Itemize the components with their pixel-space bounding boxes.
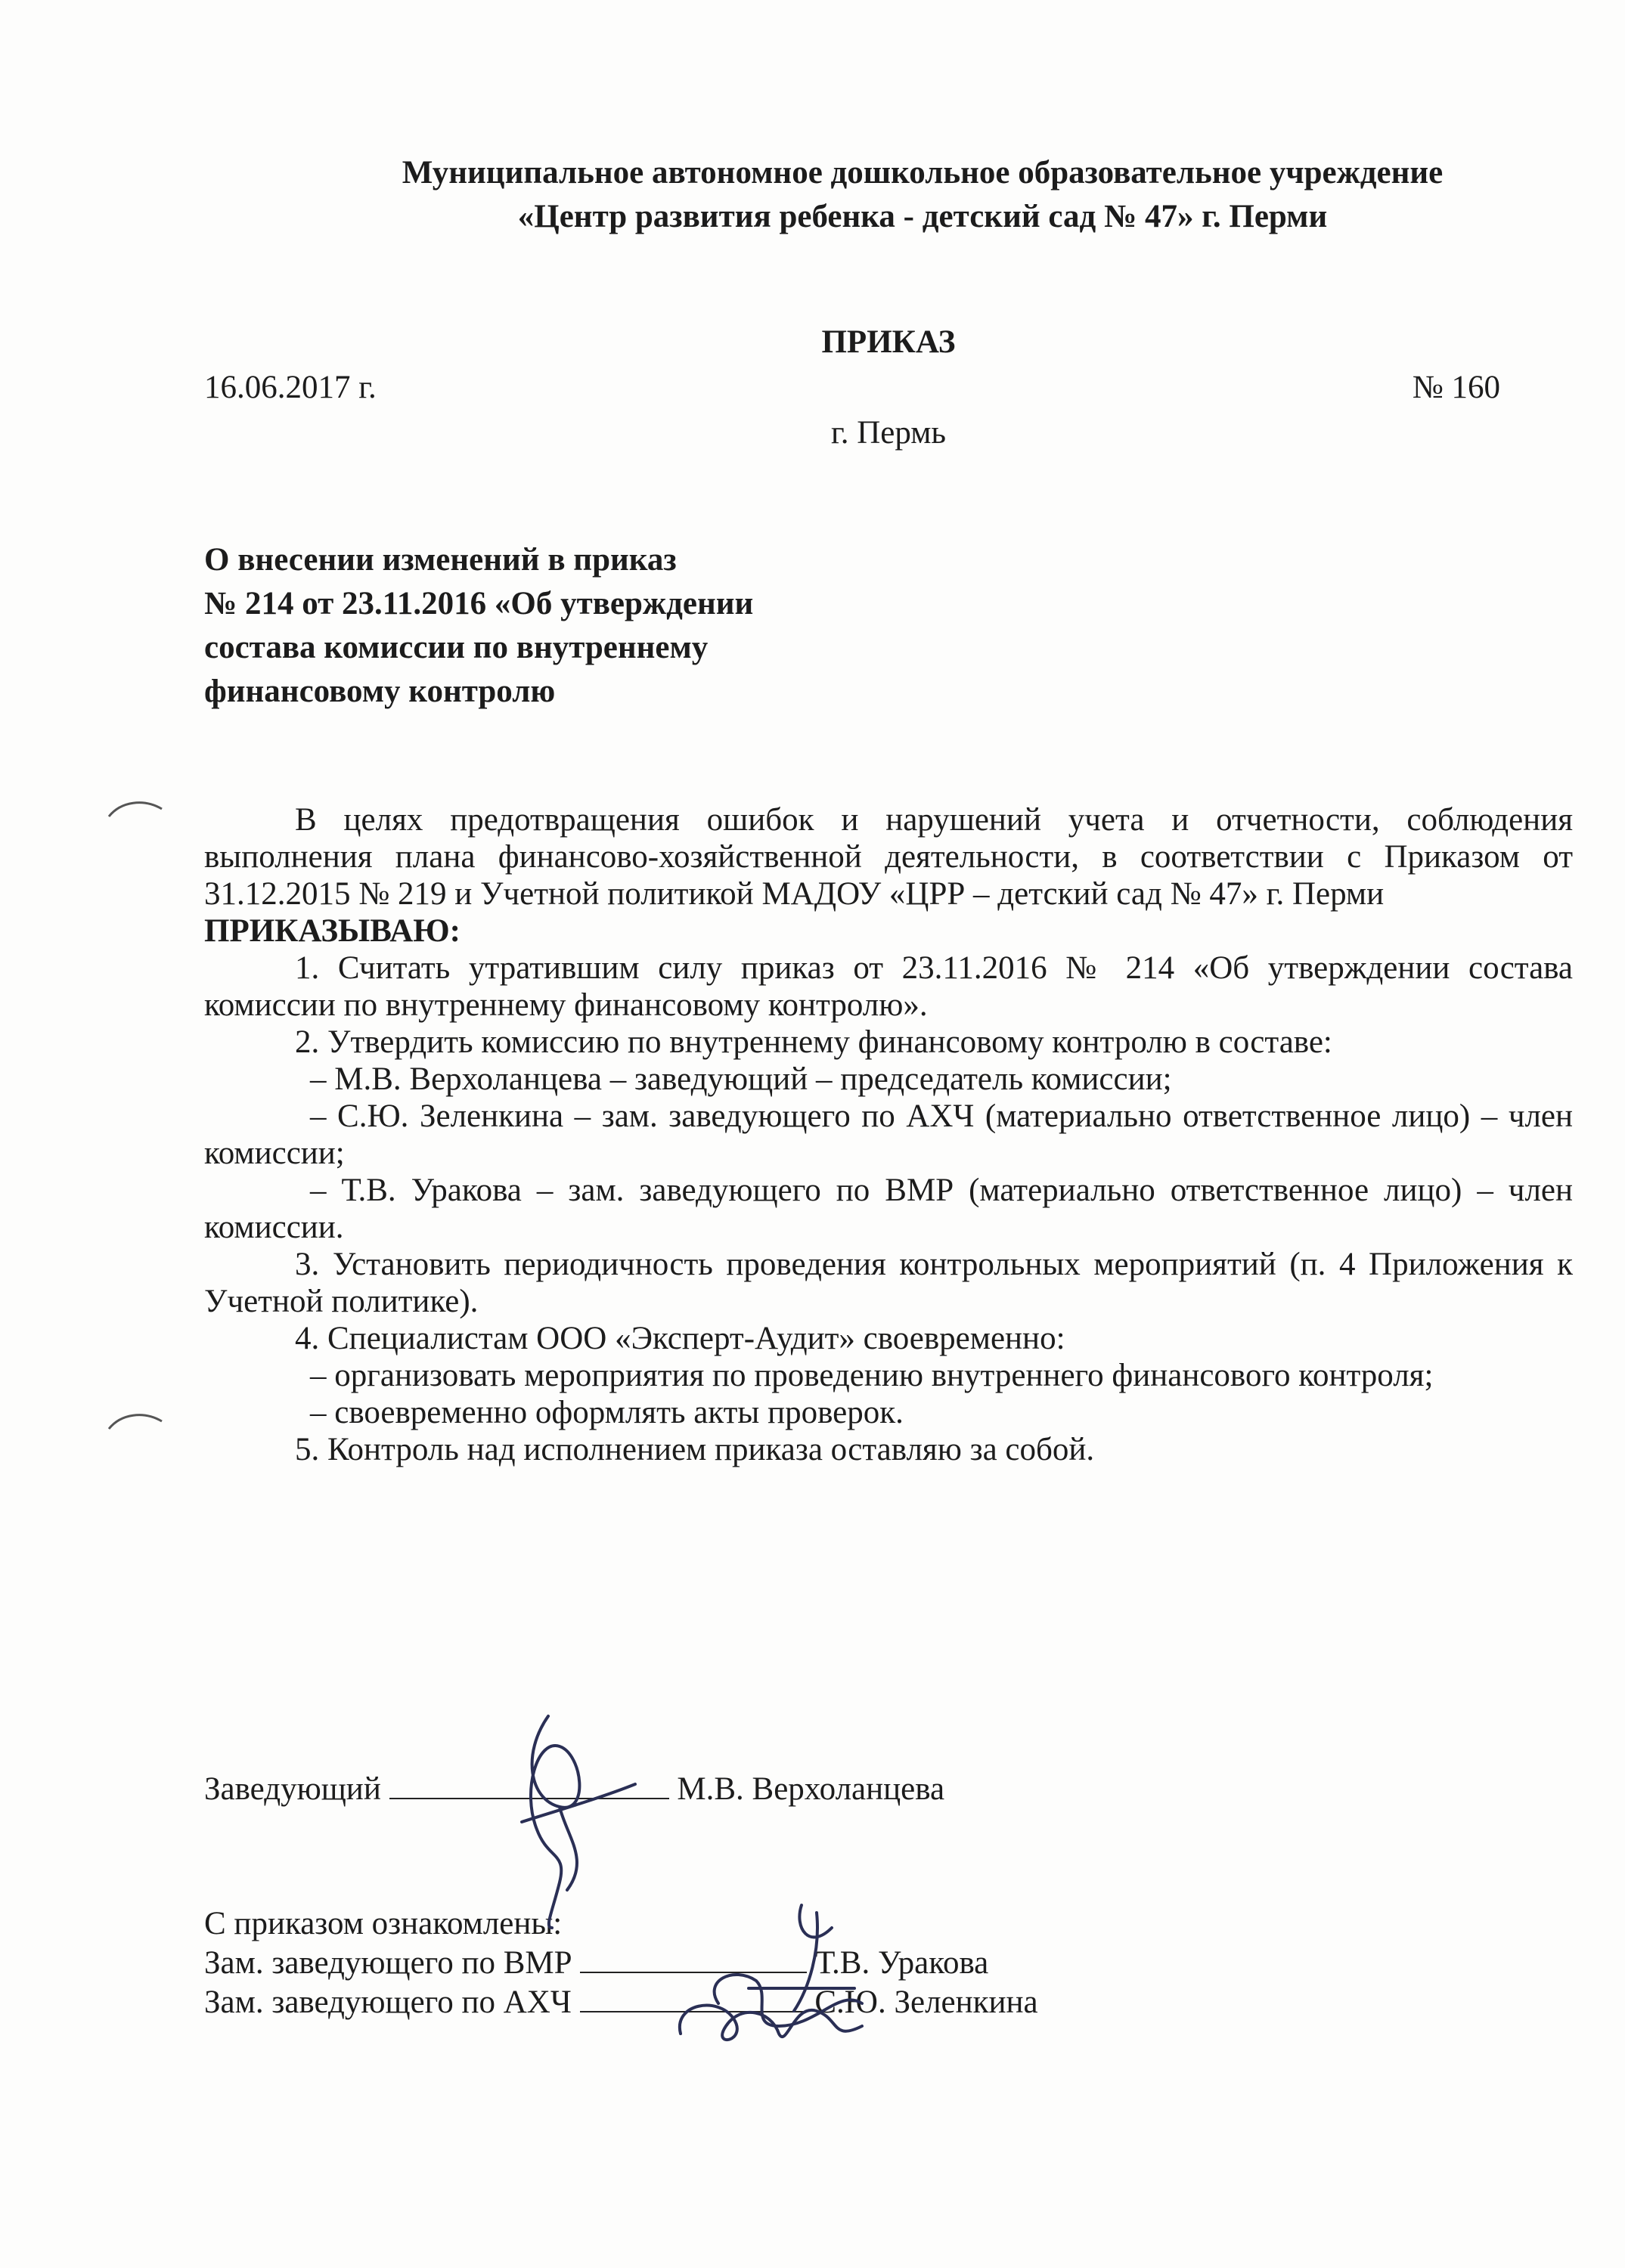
org-name-line2: «Центр развития ребенка - детский сад № 47» г. Перми	[517, 199, 1328, 234]
document-number: № 160	[1412, 370, 1500, 405]
item-1: 1. Считать утратившим силу приказ от 23.11.2016 № 214 «Об утверждении состава комиссии по внутреннему финансовому контролю».	[204, 950, 1573, 1023]
item-2-member-a: – М.В. Верхоланцева – заведующий – председатель комиссии;	[310, 1061, 1172, 1097]
item-3: 3. Установить периодичность проведения контрольных мероприятий (п. 4 Приложения к Учетной политике).	[204, 1247, 1573, 1319]
signer-position: Заведующий	[204, 1771, 381, 1807]
item-2-member-c: – Т.В. Уракова – зам. заведующего по ВМР (материально ответственное лицо) – член комиссии.	[204, 1173, 1573, 1245]
org-name-line1: Муниципальное автономное дошкольное образовательное учреждение	[402, 155, 1444, 191]
acknowledgement-row-2	[204, 1982, 1038, 2022]
order-word: ПРИКАЗЫВАЮ:	[204, 913, 461, 949]
acknowledgement-row-1	[204, 1943, 1038, 1982]
document-type: ПРИКАЗ	[821, 324, 956, 360]
subject-line3: состава комиссии по внутреннему	[204, 630, 709, 665]
organization-header	[204, 151, 1625, 239]
document-date: 16.06.2017 г.	[204, 370, 377, 405]
scan-mark-arc-lower	[106, 1406, 166, 1436]
subject-line1: О внесении изменений в приказ	[204, 542, 677, 578]
item-4-task-b: – своевременно оформлять акты проверок.	[310, 1395, 904, 1430]
document-city: г. Пермь	[830, 415, 947, 451]
signer-name: М.В. Верхоланцева	[677, 1771, 945, 1807]
order-body	[204, 801, 1573, 1468]
acknowledgement-title: С приказом ознакомлены:	[204, 1906, 563, 1941]
preamble: В целях предотвращения ошибок и нарушений учета и отчетности, соблюдения выполнения плана финансово-хозяйственной деятельности, в соответствии с Приказом от 31.12.2015 № 219 и Учетной политикой МАДОУ «ЦРР – детский сад № 47» г. Перми	[204, 802, 1573, 912]
item-2-member-b: – С.Ю. Зеленкина – зам. заведующего по АХЧ (материально ответственное лицо) – член комиссии;	[204, 1098, 1573, 1171]
ack-handwritten-signature-2	[665, 1973, 877, 2064]
ack-position-1: Зам. заведующего по ВМР	[204, 1945, 572, 1981]
head-handwritten-signature	[476, 1709, 650, 1935]
ack-name-1: Т.В. Уракова	[815, 1945, 989, 1981]
order-subject	[204, 538, 885, 714]
subject-line4: финансовому контролю	[204, 674, 556, 709]
scan-mark-arc-upper	[106, 794, 166, 824]
ack-name-2: С.Ю. Зеленкина	[814, 1984, 1038, 2020]
item-5: 5. Контроль над исполнением приказа оставляю за собой.	[295, 1432, 1095, 1467]
item-4-task-a: – организовать мероприятия по проведению внутреннего финансового контроля;	[310, 1358, 1434, 1393]
subject-line2: № 214 от 23.11.2016 «Об утверждении	[204, 586, 754, 621]
item-2: 2. Утвердить комиссию по внутреннему финансовому контролю в составе:	[295, 1024, 1332, 1060]
ack-position-2: Зам. заведующего по АХЧ	[204, 1984, 572, 2020]
item-4: 4. Специалистам ООО «Эксперт-Аудит» своевременно:	[295, 1321, 1065, 1356]
